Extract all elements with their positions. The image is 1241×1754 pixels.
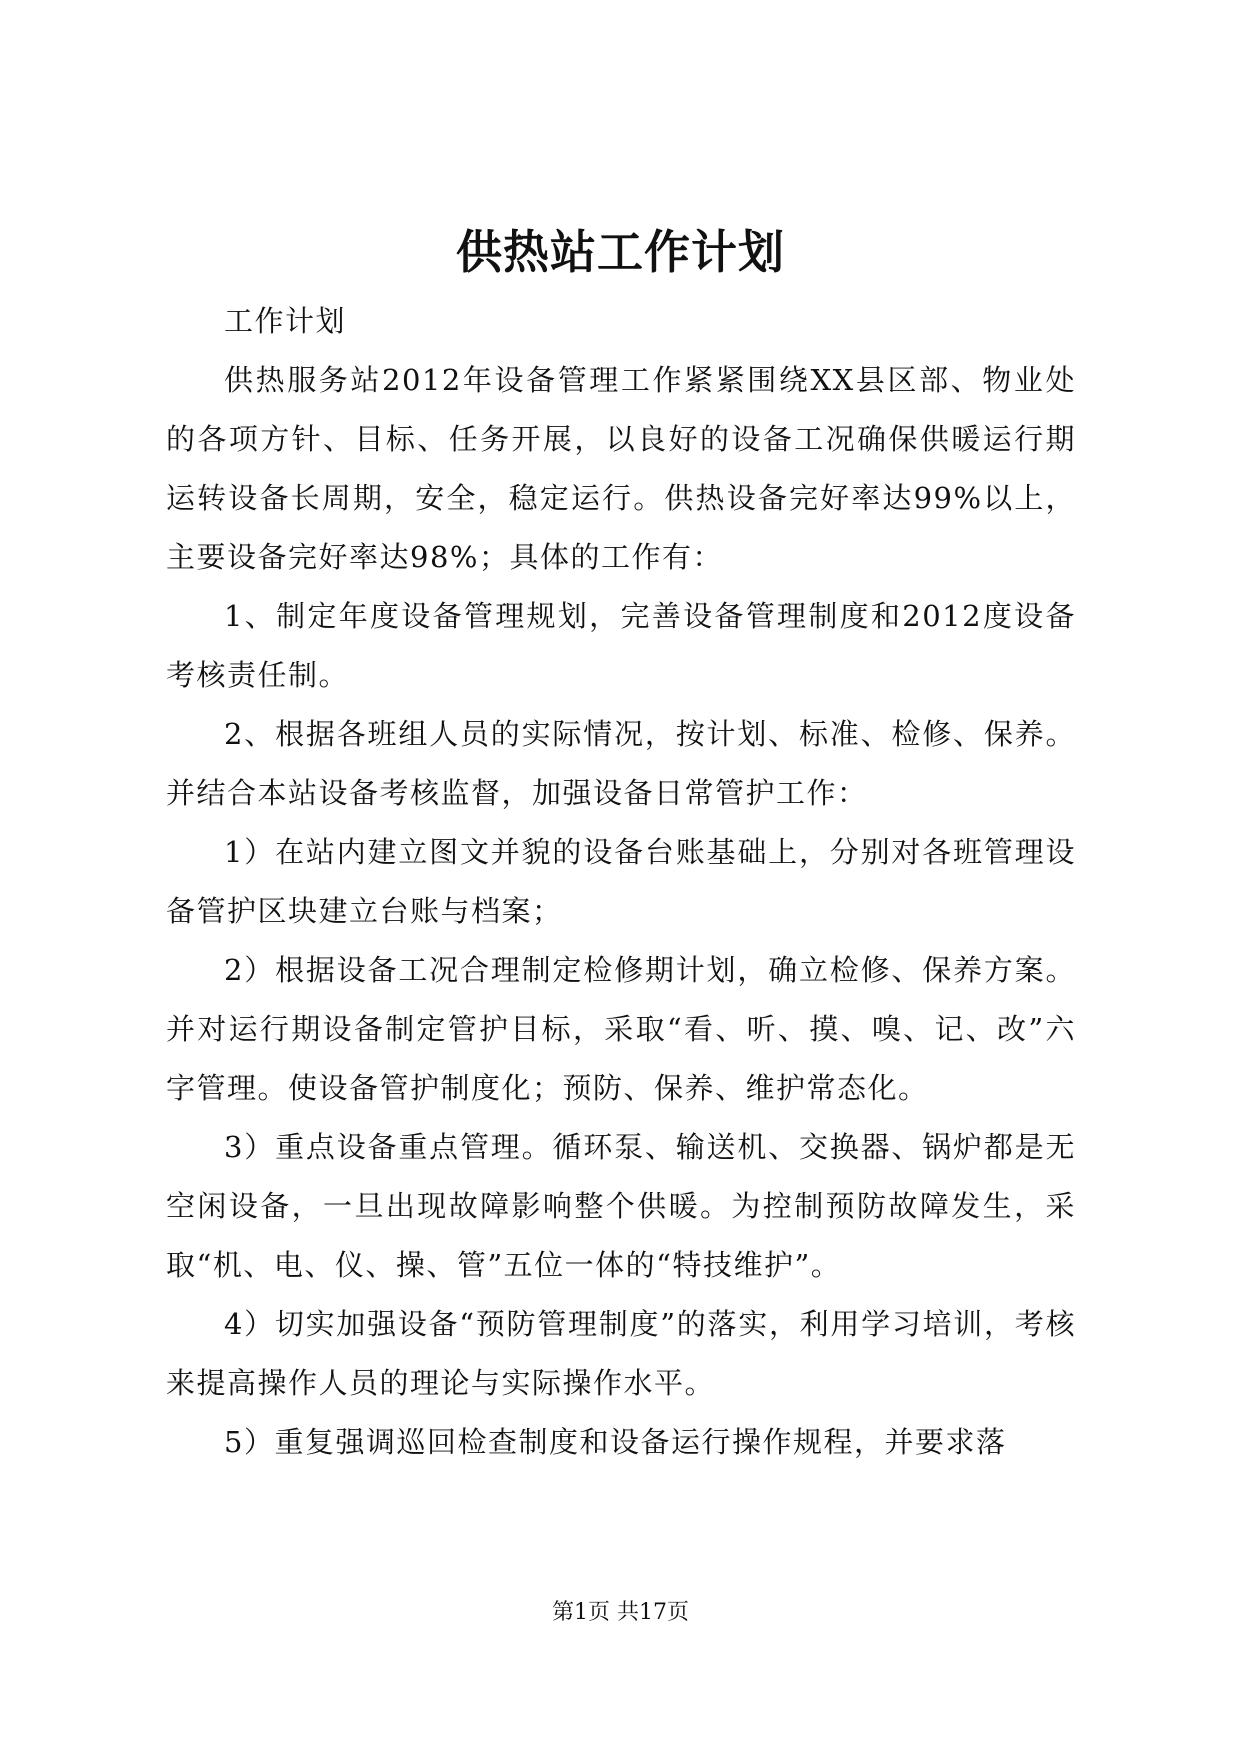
paragraph: 1、制定年度设备管理规划，完善设备管理制度和2012度设备考核责任制。	[166, 599, 1076, 692]
page-footer: 第1页 共17页	[552, 1600, 689, 1625]
paragraph: 2、根据各班组人员的实际情况，按计划、标准、检修、保养。并结合本站设备考核监督，加强设备日常管护工作：	[166, 717, 1076, 810]
paragraph: 3）重点设备重点管理。循环泵、输送机、交换器、锅炉都是无空闲设备，一旦出现故障影响整个供暖。为控制预防故障发生，采取“机、电、仪、操、管”五位一体的“特技维护”。	[166, 1130, 1076, 1282]
document-title: 供热站工作计划	[456, 225, 785, 279]
paragraph: 工作计划	[224, 304, 347, 338]
paragraph: 2）根据设备工况合理制定检修期计划，确立检修、保养方案。并对运行期设备制定管护目标，采取“看、听、摸、嗅、记、改”六字管理。使设备管护制度化；预防、保养、维护常态化。	[166, 953, 1076, 1105]
paragraph: 5）重复强调巡回检查制度和设备运行操作规程，并要求落	[224, 1425, 1007, 1459]
paragraph: 供热服务站2012年设备管理工作紧紧围绕XX县区部、物业处的各项方针、目标、任务开展，以良好的设备工况确保供暖运行期运转设备长周期，安全，稳定运行。供热设备完好率达99%以上，主要设备完好率达98%；具体的工作有：	[166, 363, 1076, 574]
paragraph: 4）切实加强设备“预防管理制度”的落实，利用学习培训，考核来提高操作人员的理论与实际操作水平。	[166, 1307, 1076, 1400]
document-body	[166, 292, 1076, 1472]
paragraph: 1）在站内建立图文并貌的设备台账基础上，分别对各班管理设备管护区块建立台账与档案；	[166, 835, 1076, 928]
